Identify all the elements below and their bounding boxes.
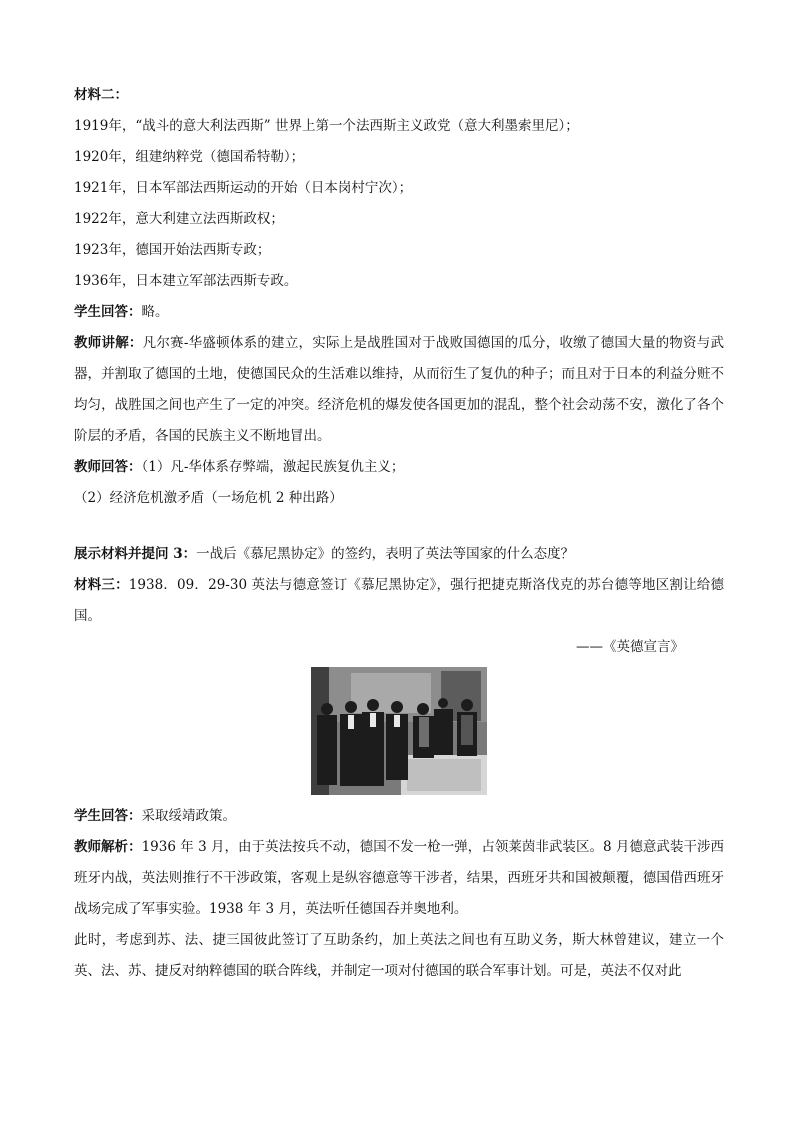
material2-item-1919: 1919年，“战斗的意大利法西斯” 世界上第一个法西斯主义政党（意大利墨索里尼）； [74,118,579,134]
material2-item-1920: 1920年，组建纳粹党（德国希特勒）； [74,149,305,165]
teacher-analysis-text: 1936 年 3 月，由于英法按兵不动，德国不发一枪一弹，占领莱茵非武装区。8 月德意武装干涉西班牙内战，英法则推行不干涉政策，客观上是纵容德意等干涉者，结果，西班牙共和国被颠覆，德国借西班牙战场完成了军事实验。1938 年 3 月，英法听任德国吞并奥地利。 [74,839,725,917]
munich-agreement-photo [311,667,487,795]
student-answer-2-label: 学生回答： [74,808,142,824]
student-answer-2-text: 采取绥靖政策。 [141,808,236,824]
teacher-explanation-label: 教师讲解： [74,335,143,351]
material2-item-1921: 1921年，日本军部法西斯运动的开始（日本岗村宁次）； [74,180,413,196]
spacer [74,514,724,539]
teacher-answer-line2: （2）经济危机激矛盾（一场危机 2 种出路） [74,490,343,506]
teacher-answer-line1: （1）凡-华体系存弊端，激起民族复仇主义； [141,459,405,475]
material3-source: ——《英德宣言》 [576,639,684,655]
photo-container [74,667,724,795]
teacher-analysis [74,832,724,925]
closing-paragraph: 此时，考虑到苏、法、捷三国彼此签订了互助条约，加上英法之间也有互助义务，斯大林曾建议，建立一个英、法、苏、捷反对纳粹德国的联合阵线，并制定一项对付德国的联合军事计划。可是，英法不仅对此 [74,932,724,979]
teacher-answer [74,452,724,483]
student-answer-label: 学生回答： [74,304,142,320]
material3-text: 1938．09．29-30 英法与德意签订《慕尼黑协定》，强行把捷克斯洛伐克的苏台德等地区割让给德国。 [74,577,724,624]
photo-image [311,667,487,795]
teacher-explanation [74,328,724,452]
teacher-explanation-text: 凡尔赛-华盛顿体系的建立，实际上是战胜国对于战败国德国的瓜分，收缴了德国大量的物资与武器，并割取了德国的土地，使德国民众的生活难以维持，从而衍生了复仇的种子；而且对于日本的利益分赃不均匀，战胜国之间也产生了一定的冲突。经济危机的爆发使各国更加的混乱，整个社会动荡不安，激化了各个阶层的矛盾，各国的民族主义不断地冒出。 [74,335,725,444]
student-answer-2 [74,801,724,832]
material2-item-1922: 1922年，意大利建立法西斯政权； [74,211,284,227]
material2-item-1923: 1923年，德国开始法西斯专政； [74,242,271,258]
teacher-answer-label: 教师回答： [74,459,142,475]
material3-label: 材料三： [74,577,129,593]
document-page [74,80,724,987]
material3 [74,570,724,632]
question-3-label: 展示材料并提问 3： [74,546,197,562]
material2-item-1936: 1936年，日本建立军部法西斯专政。 [74,273,298,289]
question-3-text: 一战后《慕尼黑协定》的签约，表明了英法等国家的什么态度？ [196,546,575,562]
student-answer-1 [74,297,724,328]
material2-heading: 材料二： [74,87,128,103]
student-answer-text: 略。 [141,304,169,320]
teacher-analysis-label: 教师解析： [74,839,142,855]
question-3 [74,539,724,570]
